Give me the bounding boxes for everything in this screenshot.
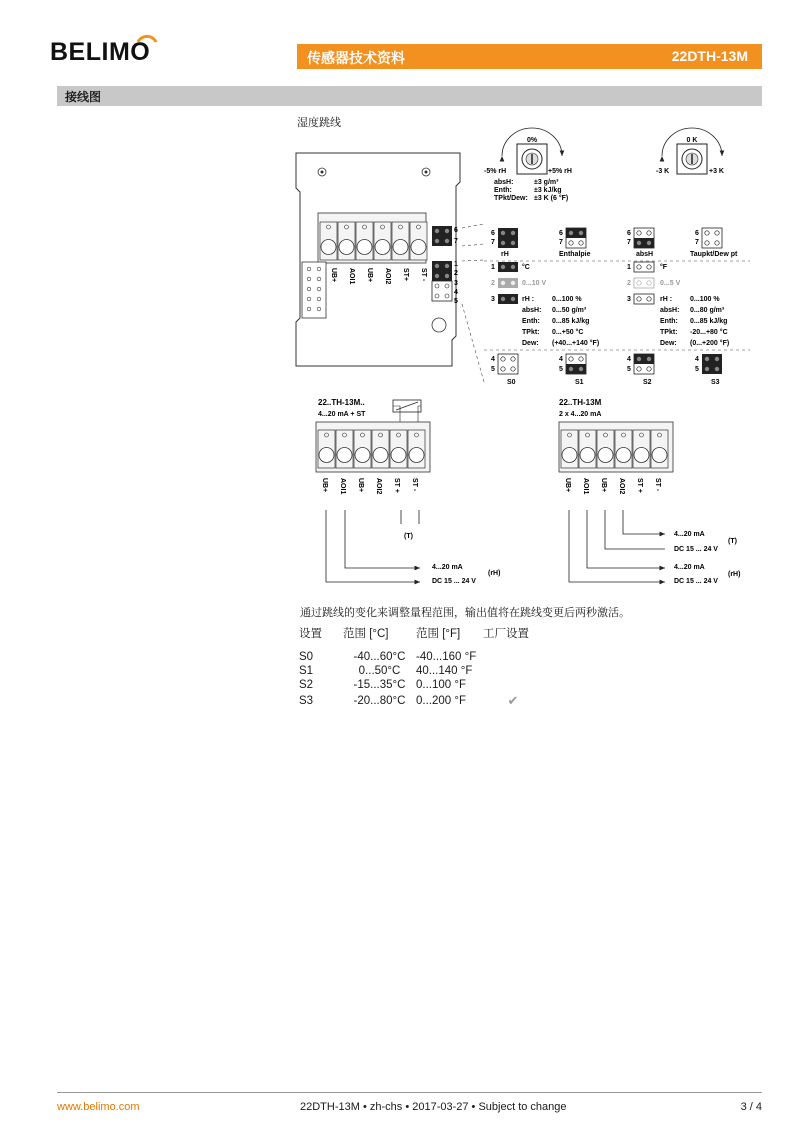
svg-text:0...50 g/m³: 0...50 g/m³	[552, 307, 587, 314]
mode-jumpers	[491, 228, 738, 258]
check-icon: ✔	[507, 693, 519, 708]
svg-text:S3: S3	[711, 379, 720, 386]
svg-text:4: 4	[627, 356, 631, 363]
svg-text:0%: 0%	[526, 137, 538, 144]
svg-text:absH:: absH:	[494, 179, 514, 186]
svg-text:6: 6	[559, 230, 563, 237]
svg-text:rH :: rH :	[522, 296, 535, 303]
svg-text:5: 5	[454, 298, 458, 305]
wiring-diagram	[288, 122, 768, 592]
svg-text:7: 7	[491, 239, 495, 246]
col-header: 设置	[299, 628, 322, 640]
table-row: S1 0...50°C 40...140 °F	[299, 665, 473, 677]
svg-text:22..TH-13M: 22..TH-13M	[559, 398, 602, 407]
dev-term-label: ST+	[402, 268, 409, 282]
svg-text:(T): (T)	[404, 533, 413, 540]
svg-text:-20...+80 °C: -20...+80 °C	[690, 329, 728, 336]
svg-text:0...10 V: 0...10 V	[522, 280, 547, 287]
svg-text:ST -: ST -	[411, 478, 418, 492]
dev-term-label: UB+	[366, 268, 373, 283]
table-row: S2 -15...35°C 0...100 °F	[299, 679, 466, 691]
svg-text:Enthalpie: Enthalpie	[559, 251, 591, 258]
svg-text:0...+50 °C: 0...+50 °C	[552, 329, 584, 336]
header-bar	[297, 44, 762, 69]
svg-text:4...20 mA + ST: 4...20 mA + ST	[318, 411, 366, 418]
svg-text:UB+: UB+	[564, 478, 571, 493]
svg-text:4: 4	[491, 356, 495, 363]
svg-text:1: 1	[627, 264, 631, 271]
footer-url[interactable]: www.belimo.com	[57, 1101, 140, 1113]
svg-text:(T): (T)	[728, 538, 737, 545]
svg-text:7: 7	[559, 239, 563, 246]
svg-text:5: 5	[491, 366, 495, 373]
svg-text:Dew:: Dew:	[522, 340, 539, 347]
dev-term-label: ST -	[420, 268, 427, 282]
svg-text:5: 5	[627, 366, 631, 373]
svg-text:UB+: UB+	[321, 478, 328, 493]
table-row: S3 -20...80°C 0...200 °F ✔	[299, 692, 543, 710]
svg-text:S2: S2	[643, 379, 652, 386]
svg-text:-3 K: -3 K	[656, 168, 670, 175]
section-bar	[57, 86, 762, 106]
svg-text:S0: S0	[507, 379, 516, 386]
svg-text:2: 2	[491, 280, 495, 287]
svg-text:6: 6	[454, 227, 458, 234]
svg-text:5: 5	[695, 366, 699, 373]
svg-text:absH:: absH:	[660, 307, 680, 314]
svg-text:S1: S1	[575, 379, 584, 386]
svg-text:AOI1: AOI1	[582, 478, 589, 495]
svg-text:0...80 g/m³: 0...80 g/m³	[690, 307, 725, 314]
svg-text:ST +: ST +	[636, 478, 643, 493]
svg-text:3: 3	[454, 280, 458, 287]
svg-text:4...20 mA: 4...20 mA	[674, 531, 705, 538]
svg-text:2: 2	[627, 280, 631, 287]
belimo-logo: BELIMO	[50, 38, 151, 66]
svg-text:2 x 4...20 mA: 2 x 4...20 mA	[559, 411, 602, 418]
svg-text:4...20 mA: 4...20 mA	[432, 564, 463, 571]
svg-text:+3 K: +3 K	[709, 168, 724, 175]
svg-text:0...100 %: 0...100 %	[690, 296, 720, 303]
model-number: 22DTH-13M	[671, 48, 748, 64]
svg-text:Enth:: Enth:	[660, 318, 678, 325]
range-table	[299, 624, 543, 710]
svg-text:(0...+200 °F): (0...+200 °F)	[690, 340, 730, 347]
svg-text:DC 15 ... 24 V: DC 15 ... 24 V	[674, 578, 718, 585]
footer-divider	[57, 1092, 762, 1093]
svg-text:AOI2: AOI2	[375, 478, 382, 495]
dev-term-label: UB+	[330, 268, 337, 283]
output-config-left	[491, 262, 599, 347]
wiring-right	[559, 398, 740, 585]
temp-dial	[656, 128, 724, 175]
svg-text:0...85 kJ/kg: 0...85 kJ/kg	[552, 318, 590, 325]
svg-text:6: 6	[491, 230, 495, 237]
jumper-note: 通过跳线的变化来调整量程范围，输出值将在跳线变更后两秒激活。	[300, 607, 630, 619]
svg-text:0 K: 0 K	[686, 137, 698, 144]
col-header: 工厂设置	[483, 628, 529, 640]
svg-text:22..TH-13M..: 22..TH-13M..	[318, 398, 365, 407]
svg-text:ST -: ST -	[654, 478, 661, 492]
wiring-left	[316, 398, 500, 585]
svg-text:(+40...+140 °F): (+40...+140 °F)	[552, 340, 600, 347]
page-number: 3 / 4	[740, 1101, 762, 1113]
svg-text:7: 7	[627, 239, 631, 246]
section-title: 接线图	[65, 90, 102, 104]
dev-term-label: AOI2	[384, 268, 391, 285]
svg-text:±3 K (6 °F): ±3 K (6 °F)	[534, 195, 569, 202]
svg-text:TPkt/Dew:: TPkt/Dew:	[494, 195, 528, 202]
svg-text:0...85 kJ/kg: 0...85 kJ/kg	[690, 318, 728, 325]
svg-text:absH:: absH:	[522, 307, 542, 314]
logo-arc-icon	[136, 30, 158, 44]
svg-text:-5% rH: -5% rH	[484, 168, 507, 175]
svg-text:3: 3	[627, 296, 631, 303]
svg-text:3: 3	[491, 296, 495, 303]
svg-text:UB+: UB+	[600, 478, 607, 493]
svg-text:°F: °F	[660, 264, 668, 271]
svg-text:absH: absH	[636, 251, 654, 258]
svg-text:5: 5	[559, 366, 563, 373]
svg-text:rH: rH	[501, 251, 509, 258]
output-config-right	[627, 262, 729, 347]
svg-text:Enth:: Enth:	[494, 187, 512, 194]
svg-text:ST +: ST +	[393, 478, 400, 493]
svg-text:rH :: rH :	[660, 296, 673, 303]
svg-text:4: 4	[695, 356, 699, 363]
svg-text:°C: °C	[522, 264, 530, 271]
svg-text:DC 15 ... 24 V: DC 15 ... 24 V	[432, 578, 476, 585]
svg-text:+5% rH: +5% rH	[548, 168, 572, 175]
col-header: 范围 [°C]	[343, 628, 389, 640]
subtitle: 湿度跳线	[297, 117, 341, 129]
svg-text:2: 2	[454, 270, 458, 277]
svg-text:±3 g/m³: ±3 g/m³	[534, 179, 559, 186]
svg-text:6: 6	[627, 230, 631, 237]
svg-text:6: 6	[695, 230, 699, 237]
range-jumpers	[491, 354, 722, 386]
dev-term-label: AOI1	[348, 268, 355, 285]
svg-text:7: 7	[695, 239, 699, 246]
svg-text:Enth:: Enth:	[522, 318, 540, 325]
svg-text:4: 4	[454, 289, 458, 296]
svg-text:Dew:: Dew:	[660, 340, 677, 347]
svg-text:TPkt:: TPkt:	[522, 329, 540, 336]
col-header: 范围 [°F]	[416, 628, 461, 640]
svg-text:4: 4	[559, 356, 563, 363]
svg-text:Taupkt/Dew pt: Taupkt/Dew pt	[690, 251, 738, 258]
svg-text:(rH): (rH)	[488, 570, 501, 577]
svg-text:4...20 mA: 4...20 mA	[674, 564, 705, 571]
svg-text:±3 kJ/kg: ±3 kJ/kg	[534, 187, 562, 194]
svg-text:AOI1: AOI1	[339, 478, 346, 495]
svg-text:1: 1	[454, 261, 458, 268]
table-row: S0 -40...60°C -40...160 °F	[299, 651, 477, 663]
svg-text:DC 15 ... 24 V: DC 15 ... 24 V	[674, 546, 718, 553]
svg-text:AOI2: AOI2	[618, 478, 625, 495]
svg-text:UB+: UB+	[357, 478, 364, 493]
footer-info: 22DTH-13M • zh-chs • 2017-03-27 • Subject to change	[300, 1101, 567, 1113]
humidity-dial	[484, 128, 572, 202]
svg-text:1: 1	[491, 264, 495, 271]
svg-text:TPkt:: TPkt:	[660, 329, 678, 336]
svg-text:0...5 V: 0...5 V	[660, 280, 681, 287]
svg-text:(rH): (rH)	[728, 571, 741, 578]
svg-text:7: 7	[454, 238, 458, 245]
svg-text:0...100 %: 0...100 %	[552, 296, 582, 303]
doc-type: 传感器技术资料	[307, 50, 405, 66]
